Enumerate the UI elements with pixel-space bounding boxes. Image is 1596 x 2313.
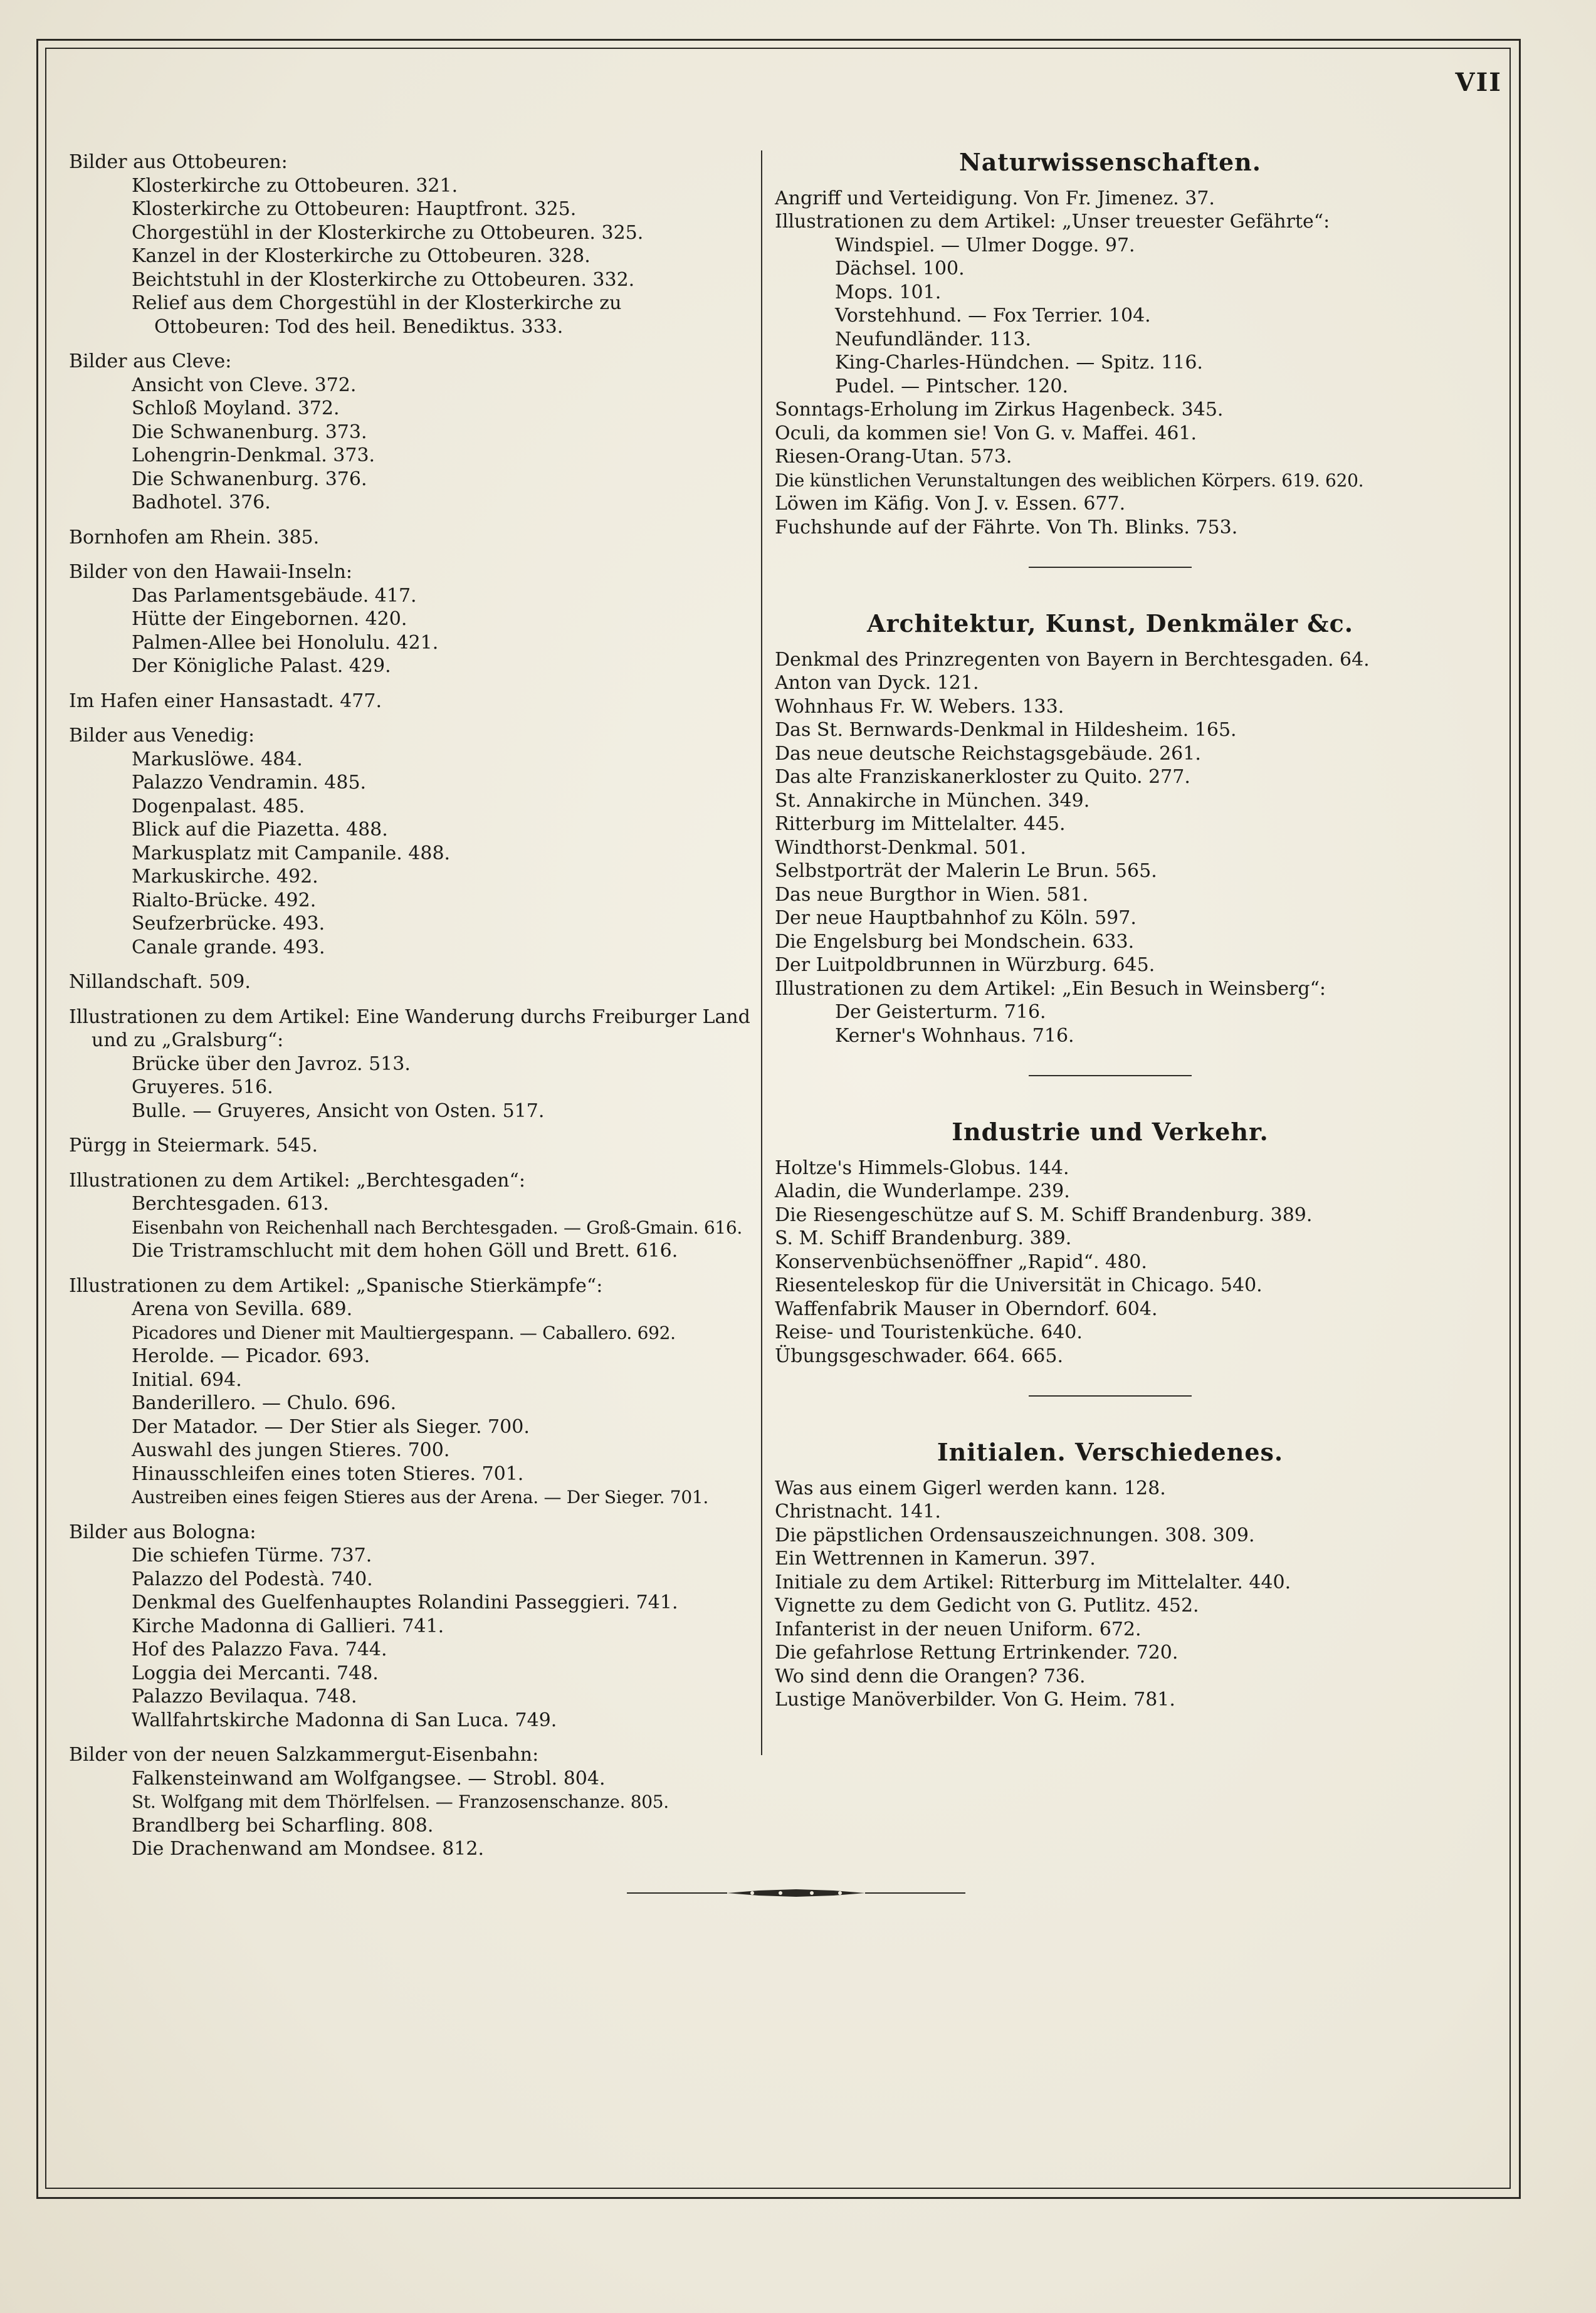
- group-heading: Illustrationen zu dem Artikel: „Ein Besuch in Weinsberg“:: [775, 977, 1326, 1000]
- ornament-rule: [627, 1880, 965, 1906]
- list-item: Palazzo Bevilaqua. 748.: [132, 1686, 357, 1707]
- list-item: Riesenteleskop für die Universität in Chicago. 540.: [775, 1274, 1263, 1296]
- list-item: Übungsgeschwader. 664. 665.: [775, 1345, 1063, 1367]
- list-item: Infanterist in der neuen Uniform. 672.: [775, 1618, 1142, 1640]
- list-item: Holtze's Himmels-Globus. 144.: [775, 1156, 1069, 1179]
- list-item: Loggia dei Mercanti. 748.: [132, 1662, 379, 1684]
- list-item: Kanzel in der Klosterkirche zu Ottobeuren. 328.: [132, 245, 591, 267]
- group-heading: Bilder von den Hawaii-Inseln:: [69, 561, 353, 583]
- list-item: St. Annakirche in München. 349.: [775, 789, 1090, 812]
- list-item: Denkmal des Guelfenhauptes Rolandini Passeggieri. 741.: [132, 1592, 678, 1613]
- list-item: Picadores und Diener mit Maultiergespann. — Caballero. 692.: [132, 1322, 676, 1343]
- section-industrie: [775, 1120, 1446, 1368]
- group-stierkaempfe: [69, 1274, 759, 1509]
- list-item: Vignette zu dem Gedicht von G. Putlitz. 452.: [775, 1595, 1199, 1617]
- list-item: Markuslöwe. 484.: [132, 748, 303, 770]
- list-item: Fuchshunde auf der Fährte. Von Th. Blinks. 753.: [775, 516, 1238, 538]
- list-item: Initiale zu dem Artikel: Ritterburg im Mittelalter. 440.: [775, 1571, 1291, 1593]
- group-heading: Bilder von der neuen Salzkammergut-Eisenbahn:: [69, 1744, 539, 1766]
- list-item: Vorstehhund. — Fox Terrier. 104.: [835, 305, 1151, 327]
- section-divider: [1029, 1075, 1192, 1076]
- list-item: Mops. 101.: [835, 281, 942, 303]
- list-item: Palazzo Vendramin. 485.: [132, 772, 367, 794]
- list-item: Das St. Bernwards-Denkmal in Hildesheim. 165.: [775, 719, 1237, 741]
- list-item: Herolde. — Picador. 693.: [132, 1345, 370, 1367]
- list-item: Ritterburg im Mittelalter. 445.: [775, 813, 1066, 835]
- list-item: Windspiel. — Ulmer Dogge. 97.: [835, 234, 1135, 256]
- list-item: Die Schwanenburg. 373.: [132, 421, 367, 443]
- list-item: Brandlberg bei Scharfling. 808.: [132, 1814, 434, 1837]
- list-item: Falkensteinwand am Wolfgangsee. — Strobl. 804.: [132, 1767, 606, 1790]
- section-title: Industrie und Verkehr.: [952, 1118, 1269, 1146]
- column-divider: [761, 150, 762, 1755]
- group-heading: Bilder aus Cleve:: [69, 350, 232, 372]
- section-title: Initialen. Verschiedenes.: [937, 1438, 1284, 1466]
- group-heading: Illustrationen zu dem Artikel: „Unser treuester Gefährte“:: [775, 211, 1330, 233]
- list-item: Das neue deutsche Reichstagsgebäude. 261.: [775, 742, 1201, 765]
- list-item: St. Wolfgang mit dem Thörlfelsen. — Franzosenschanze. 805.: [132, 1791, 669, 1812]
- list-item: Denkmal des Prinzregenten von Bayern in Berchtesgaden. 64.: [775, 648, 1370, 671]
- section-divider: [1029, 567, 1192, 568]
- group-berchtesgaden: [69, 1169, 759, 1263]
- list-item: Canale grande. 493.: [132, 936, 325, 958]
- group-salzkammergut: [69, 1743, 759, 1861]
- group-heading: Illustrationen zu dem Artikel: „Spanische Stierkämpfe“:: [69, 1274, 603, 1297]
- list-item: Palmen-Allee bei Honolulu. 421.: [132, 631, 439, 654]
- group-heading: Illustrationen zu dem Artikel: „Berchtesgaden“:: [69, 1169, 525, 1192]
- list-item: Waffenfabrik Mauser in Oberndorf. 604.: [775, 1298, 1158, 1320]
- list-item: Die Riesengeschütze auf S. M. Schiff Brandenburg. 389.: [775, 1204, 1313, 1226]
- list-item: Lustige Manöverbilder. Von G. Heim. 781.: [775, 1689, 1175, 1711]
- list-item: Was aus einem Gigerl werden kann. 128.: [775, 1477, 1166, 1499]
- list-item: Gruyeres. 516.: [132, 1076, 273, 1098]
- section-architektur: [775, 609, 1446, 1047]
- list-item: Beichtstuhl in der Klosterkirche zu Ottobeuren. 332.: [132, 268, 635, 291]
- entry-puergg: Pürgg in Steiermark. 545.: [69, 1135, 318, 1156]
- list-item: Oculi, da kommen sie! Von G. v. Maffei. 461.: [775, 422, 1197, 444]
- list-item: Das neue Burgthor in Wien. 581.: [775, 883, 1089, 906]
- section-divider: [1029, 1395, 1192, 1397]
- list-item: Arena von Sevilla. 689.: [132, 1298, 353, 1320]
- list-item: Markusplatz mit Campanile. 488.: [132, 842, 451, 864]
- list-item: Die künstlichen Verunstaltungen des weiblichen Körpers. 619. 620.: [775, 469, 1364, 491]
- list-item: Eisenbahn von Reichenhall nach Berchtesgaden. — Groß-Gmain. 616.: [132, 1217, 742, 1238]
- group-heading: Bilder aus Ottobeuren:: [69, 151, 288, 173]
- list-item: Reise- und Touristenküche. 640.: [775, 1321, 1083, 1343]
- list-item: Neufundländer. 113.: [835, 328, 1031, 350]
- list-item: Der Luitpoldbrunnen in Würzburg. 645.: [775, 954, 1155, 976]
- list-item: Selbstporträt der Malerin Le Brun. 565.: [775, 860, 1157, 882]
- list-item: S. M. Schiff Brandenburg. 389.: [775, 1227, 1072, 1249]
- list-item: Aladin, die Wunderlampe. 239.: [775, 1180, 1070, 1202]
- group-hawaii: [69, 560, 759, 678]
- list-item: Schloß Moyland. 372.: [132, 397, 340, 419]
- list-item: Dogenpalast. 485.: [132, 795, 305, 817]
- list-item: Pudel. — Pintscher. 120.: [835, 375, 1069, 397]
- list-item: Der Geisterturm. 716.: [835, 1001, 1046, 1023]
- list-item: Konservenbüchsenöffner „Rapid“. 480.: [775, 1251, 1147, 1273]
- list-item: Das alte Franziskanerkloster zu Quito. 277.: [775, 766, 1190, 788]
- list-item: Relief aus dem Chorgestühl in der Klosterkirche zu Ottobeuren: Tod des heil. Benediktus. 333.: [132, 292, 622, 338]
- entry-bornhofen: Bornhofen am Rhein. 385.: [69, 526, 320, 548]
- section-naturwissenschaften: [775, 150, 1446, 539]
- list-item: Die Schwanenburg. 376.: [132, 468, 367, 490]
- list-item: Markuskirche. 492.: [132, 866, 318, 888]
- list-item: Wallfahrtskirche Madonna di San Luca. 749.: [132, 1709, 557, 1731]
- group-bologna: [69, 1521, 759, 1733]
- list-item: Wo sind denn die Orangen? 736.: [775, 1665, 1086, 1687]
- group-heading: Bilder aus Bologna:: [69, 1521, 256, 1543]
- list-item: Auswahl des jungen Stieres. 700.: [132, 1439, 450, 1461]
- list-item: Der neue Hauptbahnhof zu Köln. 597.: [775, 907, 1137, 929]
- list-item: Dächsel. 100.: [835, 258, 965, 280]
- list-item: Das Parlamentsgebäude. 417.: [132, 584, 417, 607]
- group-heading: Bilder aus Venedig:: [69, 725, 255, 747]
- list-item: Palazzo del Podestà. 740.: [132, 1568, 373, 1590]
- section-initialen: [775, 1440, 1446, 1712]
- list-item: Riesen-Orang-Utan. 573.: [775, 446, 1012, 468]
- list-item: Seufzerbrücke. 493.: [132, 913, 325, 935]
- list-item: King-Charles-Hündchen. — Spitz. 116.: [835, 352, 1203, 374]
- list-item: Klosterkirche zu Ottobeuren. 321.: [132, 174, 458, 197]
- page-number: VII: [1455, 68, 1502, 97]
- left-column: [69, 150, 759, 1872]
- list-item: Wohnhaus Fr. W. Webers. 133.: [775, 695, 1064, 718]
- list-item: Windthorst-Denkmal. 501.: [775, 836, 1026, 859]
- list-item: Hof des Palazzo Fava. 744.: [132, 1639, 387, 1660]
- list-item: Bulle. — Gruyeres, Ansicht von Osten. 517.: [132, 1099, 545, 1122]
- list-item: Badhotel. 376.: [132, 491, 271, 513]
- list-item: Anton van Dyck. 121.: [775, 672, 979, 694]
- list-item: Berchtesgaden. 613.: [132, 1193, 329, 1215]
- list-item: Sonntags-Erholung im Zirkus Hagenbeck. 345.: [775, 399, 1224, 421]
- list-item: Die Engelsburg bei Mondschein. 633.: [775, 930, 1135, 953]
- list-item: Die Tristramschlucht mit dem hohen Göll und Brett. 616.: [132, 1240, 678, 1262]
- list-item: Initial. 694.: [132, 1368, 242, 1391]
- section-title: Architektur, Kunst, Denkmäler &c.: [867, 609, 1353, 637]
- group-heading: Illustrationen zu dem Artikel: Eine Wanderung durchs Freiburger Land und zu „Gralsburg“:: [69, 1005, 750, 1051]
- list-item: Hinausschleifen eines toten Stieres. 701.: [132, 1462, 524, 1485]
- group-ottobeuren: [69, 150, 759, 338]
- list-item: Christnacht. 141.: [775, 1501, 941, 1523]
- list-item: Die päpstlichen Ordensauszeichnungen. 308. 309.: [775, 1524, 1255, 1546]
- list-item: Ein Wettrennen in Kamerun. 397.: [775, 1548, 1096, 1570]
- list-item: Klosterkirche zu Ottobeuren: Hauptfront. 325.: [132, 198, 577, 220]
- list-item: Löwen im Käfig. Von J. v. Essen. 677.: [775, 493, 1126, 515]
- list-item: Ansicht von Cleve. 372.: [132, 374, 357, 396]
- list-item: Die schiefen Türme. 737.: [132, 1545, 372, 1566]
- list-item: Chorgestühl in der Klosterkirche zu Ottobeuren. 325.: [132, 221, 644, 244]
- group-venedig: [69, 724, 759, 959]
- right-column: [775, 150, 1446, 1712]
- list-item: Kirche Madonna di Gallieri. 741.: [132, 1615, 444, 1637]
- list-item: Rialto-Brücke. 492.: [132, 889, 317, 911]
- list-item: Die gefahrlose Rettung Ertrinkender. 720.: [775, 1642, 1179, 1664]
- list-item: Brücke über den Javroz. 513.: [132, 1052, 411, 1075]
- list-item: Der Matador. — Der Stier als Sieger. 700.: [132, 1415, 530, 1438]
- list-item: Hütte der Eingebornen. 420.: [132, 608, 407, 630]
- entry-hansastadt: Im Hafen einer Hansastadt. 477.: [69, 690, 382, 712]
- list-item: Blick auf die Piazetta. 488.: [132, 819, 388, 841]
- group-freiburger-land: [69, 1005, 759, 1123]
- list-item: Die Drachenwand am Mondsee. 812.: [132, 1838, 484, 1860]
- list-item: Lohengrin-Denkmal. 373.: [132, 444, 375, 466]
- list-item: Kerner's Wohnhaus. 716.: [835, 1024, 1074, 1047]
- list-item: Banderillero. — Chulo. 696.: [132, 1392, 397, 1414]
- list-item: Der Königliche Palast. 429.: [132, 655, 391, 677]
- entry-nillandschaft: Nillandschaft. 509.: [69, 971, 251, 993]
- section-title: Naturwissenschaften.: [958, 148, 1261, 176]
- list-item: Austreiben eines feigen Stieres aus der Arena. — Der Sieger. 701.: [132, 1487, 708, 1508]
- group-cleve: [69, 350, 759, 515]
- list-item: Angriff und Verteidigung. Von Fr. Jimenez. 37.: [775, 187, 1215, 209]
